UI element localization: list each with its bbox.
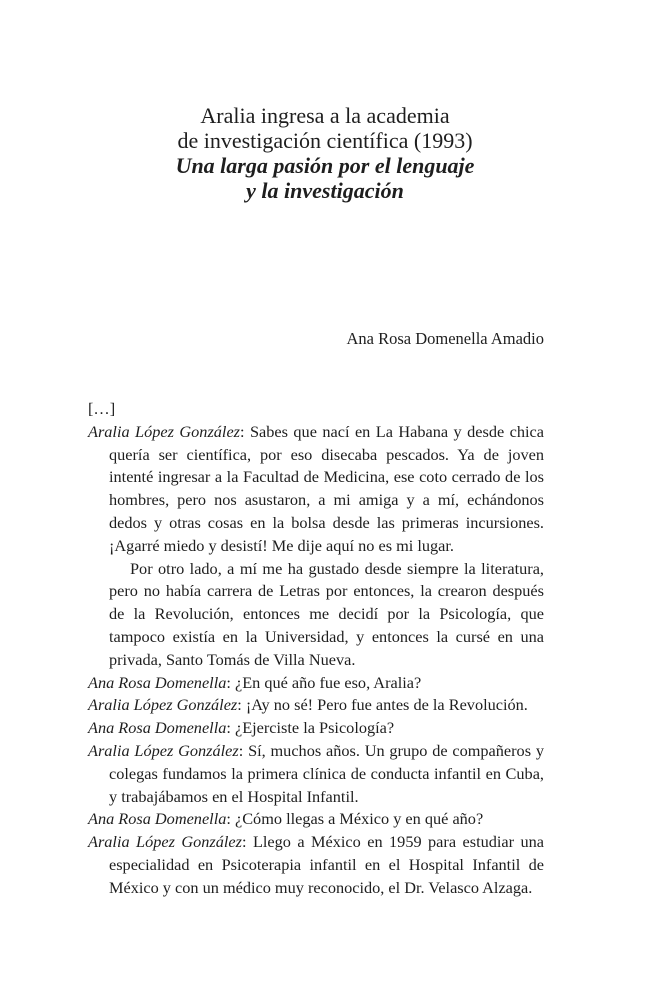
dialogue-entry — [88, 694, 544, 717]
subtitle-line-2: y la investigación — [246, 178, 404, 203]
dialogue-entry — [88, 831, 544, 899]
speech-text: : ¿Cómo llegas a México y en qué año? — [226, 809, 484, 829]
speech-text: : ¡Ay no sé! Pero fue antes de la Revolución. — [237, 695, 528, 715]
interview-body — [88, 398, 544, 900]
speech-text: : Sí, muchos años. Un grupo de compañeros y colegas fundamos la primera clínica de conducta infantil en Cuba, y trabajábamos en el Hospital Infantil. — [109, 740, 544, 806]
subtitle-line-1: Una larga pasión por el lenguaje — [175, 153, 475, 178]
speaker-name: Aralia López González — [88, 832, 242, 852]
speaker-name: Ana Rosa Domenella — [88, 809, 227, 829]
title-line-2: de investigación científica (1993) — [177, 128, 473, 153]
dialogue-entry — [88, 717, 544, 740]
speech-text: : ¿En qué año fue eso, Aralia? — [226, 672, 422, 692]
dialogue-entry — [88, 740, 544, 808]
speaker-name: Ana Rosa Domenella — [88, 718, 227, 738]
speaker-name: Ana Rosa Domenella — [88, 672, 227, 692]
speech-text: : Sabes que nací en La Habana y desde chica quería ser científica, por eso disecaba pescados. Ya de joven intenté ingresar a la Facultad de Medicina, ese coto cerrado de los hombres, pero nos asustaron, a mi amiga y a mí, echándonos dedos y otras cosas en la bolsa desde las primeras incursiones. ¡Agarré miedo y desistí! Me dije aquí no es mi lugar. — [109, 421, 544, 555]
dialogue-continuation: Por otro lado, a mí me ha gustado desde siempre la literatura, pero no había carrera de Letras por entonces, la crearon después de la Revolución, entonces me decidí por la Psicología, que tampoco existía en la Universidad, y entonces la cursé en una privada, Santo Tomás de Villa Nueva. — [109, 558, 544, 669]
speech-text: : ¿Ejerciste la Psicología? — [226, 718, 395, 738]
author-name: Ana Rosa Domenella Amadio — [346, 329, 544, 348]
dialogue-entry — [88, 808, 544, 831]
omission-marker: […] — [88, 399, 116, 418]
dialogue-entry — [88, 421, 544, 558]
dialogue-entry — [88, 672, 544, 695]
speaker-name: Aralia López González — [88, 740, 239, 760]
speech-text: : Llego a México en 1959 para estudiar una especialidad en Psicoterapia infantil en el Hospital Infantil de México y con un médico muy reconocido, el Dr. Velasco Alzaga. — [109, 832, 544, 897]
speaker-name: Aralia López González — [88, 695, 238, 715]
title-line-1: Aralia ingresa a la academia — [200, 103, 450, 128]
chapter-title — [0, 103, 650, 203]
speaker-name: Aralia López González — [88, 421, 241, 441]
